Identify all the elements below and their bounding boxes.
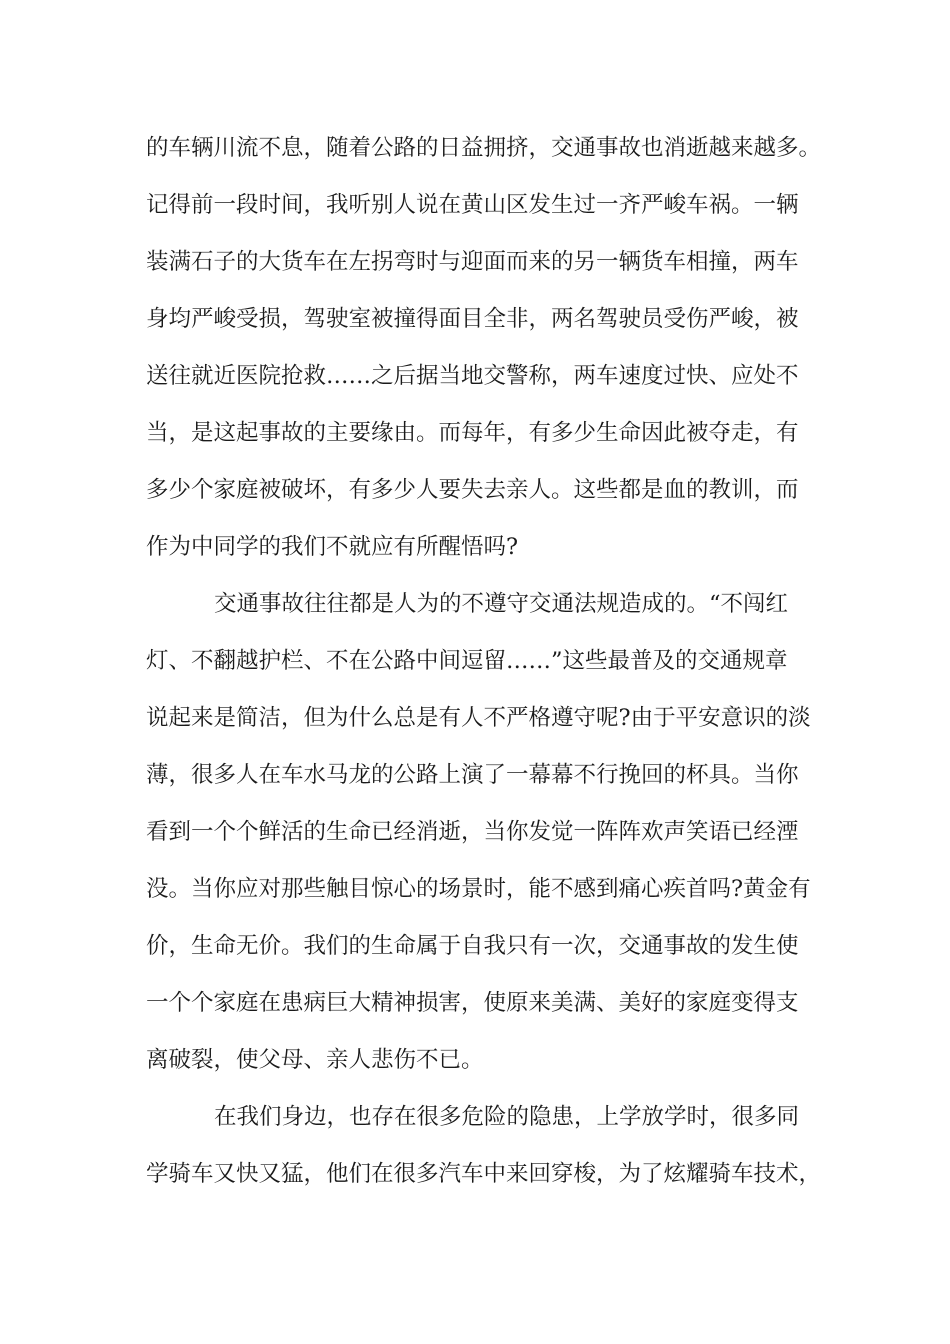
text-line: 价，生命无价。我们的生命属于自我只有一次，交通事故的发生使 [146, 933, 799, 959]
text-line: 身均严峻受损，驾驶室被撞得面目全非，两名驾驶员受伤严峻，被 [146, 306, 799, 332]
text-line: 装满石子的大货车在左拐弯时与迎面而来的另一辆货车相撞，两车 [146, 249, 799, 275]
text-line: 当，是这起事故的主要缘由。而每年，有多少生命因此被夺走，有 [146, 420, 799, 446]
paragraph-first-line: 在我们身边，也存在很多危险的隐患，上学放学时，很多同 [214, 1104, 800, 1130]
text-line: 作为中同学的我们不就应有所醒悟吗? [146, 534, 519, 560]
text-line: 多少个家庭被破坏，有多少人要失去亲人。这些都是血的教训，而 [146, 477, 799, 503]
paragraph-first-line: 交通事故往往都是人为的不遵守交通法规造成的。“不闯红 [214, 591, 789, 617]
text-line: 灯、不翻越护栏、不在公路中间逗留……”这些最普及的交通规章 [146, 648, 788, 674]
text-line: 送往就近医院抢救……之后据当地交警称，两车速度过快、应处不 [146, 363, 799, 389]
document-body [146, 126, 826, 1209]
text-line: 学骑车又快又猛，他们在很多汽车中来回穿梭，为了炫耀骑车技术， [146, 1161, 822, 1187]
text-line: 一个个家庭在患病巨大精神损害，使原来美满、美好的家庭变得支 [146, 990, 799, 1016]
text-line: 的车辆川流不息，随着公路的日益拥挤，交通事故也消逝越来越多。 [146, 135, 822, 161]
text-line: 离破裂，使父母、亲人悲伤不已。 [146, 1047, 484, 1073]
text-line: 说起来是简洁，但为什么总是有人不严格遵守呢?由于平安意识的淡 [146, 705, 811, 731]
text-line: 看到一个个鲜活的生命已经消逝，当你发觉一阵阵欢声笑语已经湮 [146, 819, 799, 845]
text-line: 没。当你应对那些触目惊心的场景时，能不感到痛心疾首吗?黄金有 [146, 876, 811, 902]
text-line: 记得前一段时间，我听别人说在黄山区发生过一齐严峻车祸。一辆 [146, 192, 799, 218]
text-line: 薄，很多人在车水马龙的公路上演了一幕幕不行挽回的杯具。当你 [146, 762, 799, 788]
